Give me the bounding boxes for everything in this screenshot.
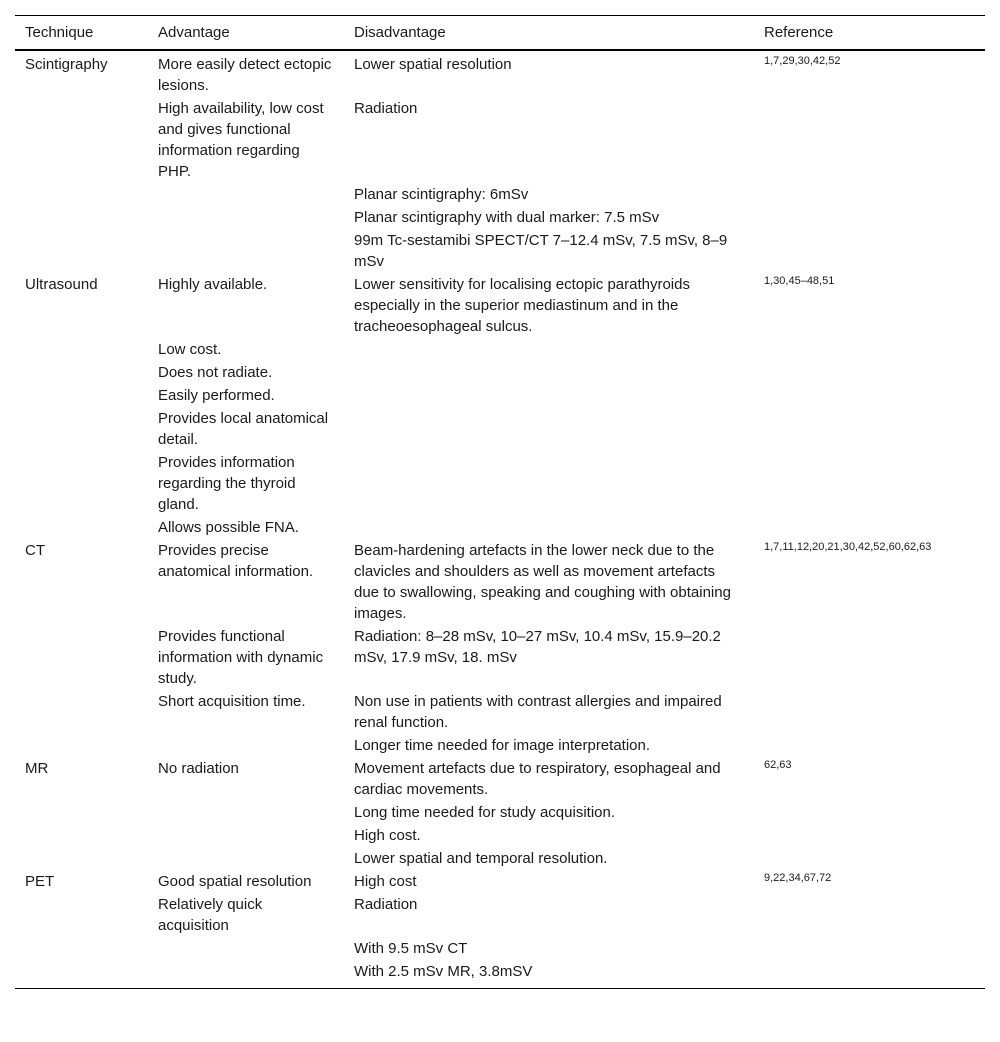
cell-reference — [754, 937, 985, 960]
cell-reference — [754, 384, 985, 407]
cell-technique — [15, 407, 148, 451]
table-row — [15, 338, 985, 361]
header-advantage: Advantage — [148, 16, 344, 51]
cell-advantage: High availability, low cost and gives functional information regarding PHP. — [158, 100, 324, 180]
cell-disadvantage: Radiation — [354, 100, 418, 117]
cell-technique — [15, 847, 148, 870]
cell-reference — [754, 229, 985, 273]
cell-reference — [754, 407, 985, 451]
cell-technique — [15, 960, 148, 989]
cell-disadvantage: Lower spatial and temporal resolution. — [354, 850, 608, 867]
cell-reference — [754, 734, 985, 757]
cell-technique — [15, 734, 148, 757]
header-reference: Reference — [754, 16, 985, 51]
cell-technique — [15, 824, 148, 847]
header-technique: Technique — [15, 16, 148, 51]
cell-reference — [754, 847, 985, 870]
header-disadvantage: Disadvantage — [344, 16, 754, 51]
cell-advantage: Allows possible FNA. — [158, 519, 299, 536]
cell-advantage: More easily detect ectopic lesions. — [158, 56, 332, 94]
table-row — [15, 893, 985, 937]
cell-reference — [754, 206, 985, 229]
cell-technique — [15, 625, 148, 690]
cell-disadvantage: 99m Tc-sestamibi SPECT/CT 7–12.4 mSv, 7.5 mSv, 8–9 mSv — [354, 232, 728, 270]
cell-disadvantage — [344, 384, 754, 407]
table-row — [15, 847, 985, 870]
cell-advantage: Provides information regarding the thyroid gland. — [158, 454, 296, 513]
cell-disadvantage — [344, 451, 754, 516]
cell-advantage — [148, 847, 344, 870]
cell-disadvantage — [344, 516, 754, 539]
cell-advantage: Highly available. — [158, 276, 268, 293]
cell-reference: 1,7,29,30,42,52 — [764, 55, 841, 67]
cell-disadvantage — [344, 361, 754, 384]
cell-disadvantage: Radiation: 8–28 mSv, 10–27 mSv, 10.4 mSv, 15.9–20.2 mSv, 17.9 mSv, 18. mSv — [354, 628, 721, 666]
cell-technique: Scintigraphy — [25, 56, 108, 73]
table-row — [15, 757, 985, 801]
cell-disadvantage: Lower spatial resolution — [354, 56, 512, 73]
cell-advantage: Provides precise anatomical information. — [158, 542, 314, 580]
cell-disadvantage: With 2.5 mSv MR, 3.8mSV — [344, 960, 754, 989]
cell-technique — [15, 384, 148, 407]
cell-disadvantage: Longer time needed for image interpretation. — [354, 737, 651, 754]
table-row — [15, 206, 985, 229]
cell-reference — [754, 690, 985, 734]
cell-technique — [15, 690, 148, 734]
table-body — [15, 50, 985, 989]
table-row — [15, 516, 985, 539]
cell-advantage — [148, 734, 344, 757]
cell-reference: 1,7,11,12,20,21,30,42,52,60,62,63 — [764, 541, 932, 553]
table-row — [15, 384, 985, 407]
header-row — [15, 16, 985, 51]
cell-disadvantage: With 9.5 mSv CT — [354, 940, 468, 957]
table-row — [15, 625, 985, 690]
cell-advantage: Provides functional information with dynamic study. — [158, 628, 324, 687]
table-row — [15, 734, 985, 757]
cell-disadvantage: Radiation — [354, 896, 418, 913]
table-row — [15, 97, 985, 183]
cell-technique — [15, 361, 148, 384]
cell-technique — [15, 893, 148, 937]
table-row — [15, 824, 985, 847]
cell-disadvantage: Lower sensitivity for localising ectopic parathyroids especially in the superior mediastinum and in the tracheoesophageal sulcus. — [354, 276, 690, 335]
cell-reference: 62,63 — [764, 759, 792, 771]
cell-disadvantage: Beam-hardening artefacts in the lower neck due to the clavicles and shoulders as well as movement artefacts due to swallowing, speaking and coughing with obtaining images. — [354, 542, 731, 622]
cell-advantage: Provides local anatomical detail. — [158, 410, 329, 448]
cell-reference: 1,30,45–48,51 — [764, 275, 835, 287]
cell-reference — [754, 893, 985, 937]
cell-technique: Ultrasound — [25, 276, 98, 293]
cell-technique — [15, 451, 148, 516]
table-row — [15, 690, 985, 734]
cell-disadvantage: High cost. — [354, 827, 421, 844]
cell-technique — [15, 206, 148, 229]
cell-advantage — [148, 206, 344, 229]
table-row — [15, 539, 985, 625]
cell-disadvantage: High cost — [354, 873, 417, 890]
cell-advantage: Short acquisition time. — [158, 693, 306, 710]
cell-advantage — [148, 824, 344, 847]
table-row — [15, 273, 985, 338]
cell-advantage — [148, 960, 344, 989]
cell-disadvantage: Movement artefacts due to respiratory, esophageal and cardiac movements. — [354, 760, 721, 798]
cell-technique — [15, 338, 148, 361]
cell-reference — [754, 625, 985, 690]
table-row — [15, 870, 985, 893]
table-row — [15, 937, 985, 960]
cell-reference: 9,22,34,67,72 — [764, 872, 832, 884]
table-row — [15, 361, 985, 384]
cell-technique: CT — [25, 542, 45, 559]
cell-advantage: Easily performed. — [158, 387, 275, 404]
cell-technique: PET — [25, 873, 55, 890]
cell-reference — [754, 516, 985, 539]
table-row — [15, 229, 985, 273]
cell-advantage: No radiation — [158, 760, 239, 777]
cell-technique — [15, 801, 148, 824]
cell-advantage — [148, 229, 344, 273]
cell-reference — [754, 97, 985, 183]
cell-disadvantage: Planar scintigraphy with dual marker: 7.5 mSv — [354, 209, 660, 226]
cell-reference — [754, 824, 985, 847]
table-row — [15, 183, 985, 206]
cell-disadvantage: Planar scintigraphy: 6mSv — [354, 186, 529, 203]
table-row — [15, 451, 985, 516]
table-row — [15, 801, 985, 824]
cell-reference — [754, 960, 985, 989]
cell-advantage — [148, 183, 344, 206]
table-row — [15, 50, 985, 97]
cell-disadvantage — [344, 338, 754, 361]
table-header — [15, 16, 985, 51]
table-row — [15, 960, 985, 989]
cell-reference — [754, 338, 985, 361]
cell-advantage: Low cost. — [158, 341, 222, 358]
table-row — [15, 407, 985, 451]
imaging-techniques-table — [15, 15, 985, 989]
cell-reference — [754, 451, 985, 516]
cell-disadvantage: Non use in patients with contrast allergies and impaired renal function. — [354, 693, 722, 731]
cell-technique — [15, 937, 148, 960]
cell-advantage — [148, 801, 344, 824]
cell-reference — [754, 183, 985, 206]
cell-advantage: Good spatial resolution — [158, 873, 312, 890]
cell-technique — [15, 516, 148, 539]
cell-technique — [15, 229, 148, 273]
cell-advantage: Relatively quick acquisition — [158, 896, 263, 934]
cell-disadvantage — [344, 407, 754, 451]
cell-advantage: Does not radiate. — [158, 364, 273, 381]
cell-technique — [15, 97, 148, 183]
cell-reference — [754, 801, 985, 824]
cell-technique — [15, 183, 148, 206]
cell-disadvantage: Long time needed for study acquisition. — [354, 804, 615, 821]
cell-technique: MR — [25, 760, 49, 777]
cell-reference — [754, 361, 985, 384]
cell-advantage — [148, 937, 344, 960]
